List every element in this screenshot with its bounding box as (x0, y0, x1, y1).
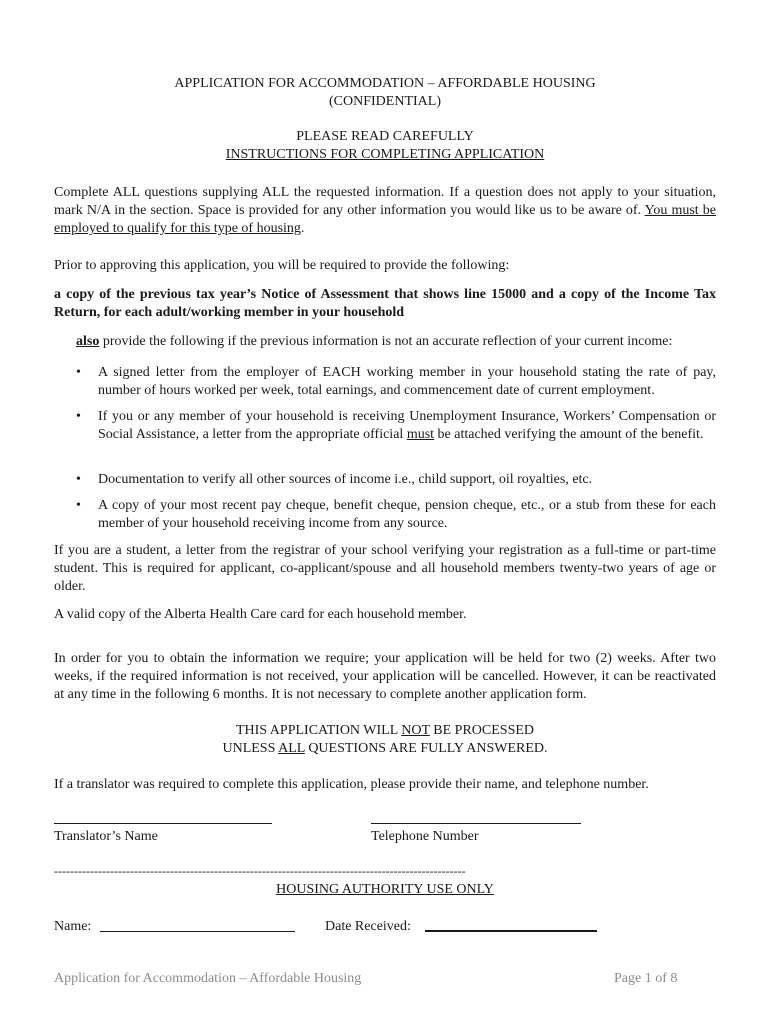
document-title (54, 75, 716, 111)
also-paragraph: also provide the following if the previous information is not an accurate reflection of your current income: (76, 334, 673, 349)
page-number: Page 1 of 8 (614, 971, 678, 986)
intro-paragraph: Complete ALL questions supplying ALL the requested information. If a question does not apply to your situation, mark N/A in the section. Space is provided for any other information you would like us to be aware of. You must be employed to qualify for this type of housing. (54, 185, 716, 236)
prior-paragraph: Prior to approving this application, you will be required to provide the following: (54, 258, 510, 273)
separator-line: ------------------------------------------------------------------------------------------------------- (54, 864, 466, 878)
bullet-icon: • (76, 409, 81, 424)
translator-name-label: Translator’s Name (54, 829, 158, 844)
date-received-label: Date Received: (325, 919, 411, 934)
footer-document-title: Application for Accommodation – Affordable Housing (54, 971, 362, 986)
confidential-label: (CONFIDENTIAL) (329, 94, 441, 109)
employment-requirement: You must be employed to qualify for this type of housing (54, 203, 716, 236)
processing-warning: THIS APPLICATION WILL NOT BE PROCESSED UNLESS ALL QUESTIONS ARE FULLY ANSWERED. (222, 723, 548, 756)
bullet-icon: • (76, 472, 81, 487)
office-name-label: Name: (54, 919, 92, 934)
office-use-heading: HOUSING AUTHORITY USE ONLY (276, 882, 494, 897)
translator-prompt: If a translator was required to complete this application, please provide their name, and telephone number. (54, 777, 649, 792)
student-paragraph: If you are a student, a letter from the registrar of your school verifying your registration as a full-time or part-time student. This is required for applicant, co-applicant/spouse and all household members twenty-two years of age or older. (54, 543, 716, 594)
instructions-heading: INSTRUCTIONS FOR COMPLETING APPLICATION (225, 147, 545, 162)
hold-paragraph: In order for you to obtain the information we require; your application will be held for two (2) weeks. After two weeks, if the required information is not received, your application will be cancelled. However, it can be reactivated at any time in the following 6 months. It is not necessary to complete another application form. (54, 651, 716, 702)
document-page: APPLICATION FOR ACCOMMODATION – AFFORDABLE HOUSING (CONFIDENTIAL) PLEASE READ CAREFULLY INSTRUCTIONS FOR COMPLETING APPLICATION Complete ALL questions supplying ALL the requested information. If a question does not apply to your situation, mark N/A in the section. Space is provided for any other information you would like us to be aware of. You must be employed to qualify for this type of housing. Prior to approving this application, you will be required to provide the following: a copy of the previous tax year’s Notice of Assessment that shows line 15000 and a copy of the Income Tax Return, for each adult/working member in your household also provide the following if the previous information is not an accurate reflection of your current income: • A signed letter from the employer of EACH working member in your household stating the rate of pay, number of hours worked per week, total earnings, and commencement date of current employment. • If you or any member of your household is receiving Unemployment Insurance, Workers’ Compensation or Social Assistance, a letter from the appropriate official must be attached verifying the amount of the benefit. • Documentation to verify all other sources of income i.e., child support, oil royalties, etc. • A copy of your most recent pay cheque, benefit cheque, pension cheque, etc., or a stub from these for each member of your household receiving income from any source. If you are a student, a letter from the registrar of your school verifying your registration as a full-time or part-time student. This is required for applicant, co-applicant/spouse and all household members twenty-two years of age or older. A valid copy of the Alberta Health Care card for each household member. In order for you to obtain the information we require; your application will be held for two (2) weeks. After two weeks, if the required information is not received, your application will be cancelled. However, it can be reactivated at any time in the following 6 months. It is not necessary to complete another application form. THIS APPLICATION WILL NOT BE PROCESSED UNLESS ALL QUESTIONS ARE FULLY ANSWERED. If a translator was required to complete this application, please provide their name, and telephone number. Translator’s Name Telephone Number ------------------------------------------------------------------------------------------------------- HOUSING AUTHORITY USE ONLY Name: Date Received: Application for Accommodation – Affordable Housing Page 1 of 8 (54, 76, 716, 986)
date-received-field[interactable] (425, 930, 597, 932)
bullet-icon: • (76, 365, 81, 380)
read-carefully-label: PLEASE READ CAREFULLY (296, 129, 474, 144)
tax-requirement: a copy of the previous tax year’s Notice of Assessment that shows line 15000 and a copy of the Income Tax Return, for each adult/working member in your household (54, 287, 716, 320)
telephone-number-field[interactable] (371, 823, 581, 824)
bullet-icon: • (76, 498, 81, 513)
instructions-header (54, 128, 716, 164)
translator-name-field[interactable] (54, 823, 272, 824)
health-card-paragraph: A valid copy of the Alberta Health Care card for each household member. (54, 607, 467, 622)
office-name-field[interactable] (100, 931, 295, 932)
title-line: APPLICATION FOR ACCOMMODATION – AFFORDABLE HOUSING (174, 76, 596, 91)
telephone-number-label: Telephone Number (371, 829, 479, 844)
